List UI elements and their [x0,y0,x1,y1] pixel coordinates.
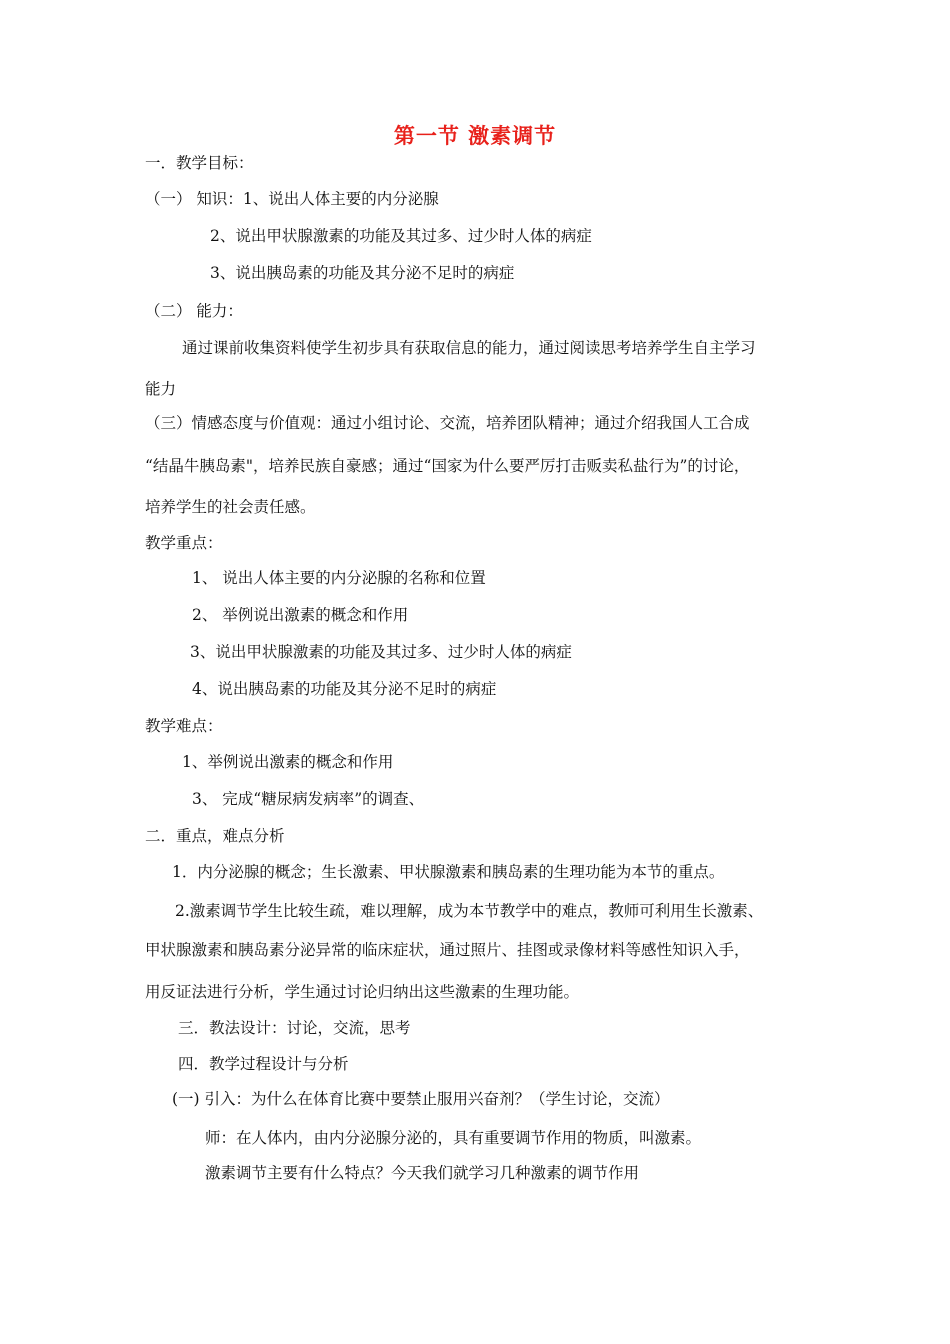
text-line: 激素调节主要有什么特点？今天我们就学习几种激素的调节作用 [205,1164,640,1182]
section-heading: 教学难点： [145,717,223,735]
list-item: 4、说出胰岛素的功能及其分泌不足时的病症 [192,680,497,698]
section-heading: 三．教法设计：讨论，交流，思考 [178,1019,411,1037]
text-line: （三）情感态度与价值观：通过小组讨论、交流，培养团队精神；通过介绍我国人工合成 [145,414,750,432]
text-line: 甲状腺激素和胰岛素分泌异常的临床症状，通过照片、挂图或录像材料等感性知识入手， [145,941,750,959]
text-line: 2.激素调节学生比较生疏，难以理解，成为本节教学中的难点，教师可利用生长激素、 [175,902,764,920]
list-item: 1、举例说出激素的概念和作用 [182,753,394,771]
page-title: 第一节 激素调节 [393,123,557,148]
text-line: （一） 知识：1、说出人体主要的内分泌腺 [145,190,439,208]
list-item: 2、 举例说出激素的概念和作用 [192,606,409,624]
list-item: 3、说出甲状腺激素的功能及其过多、过少时人体的病症 [190,643,572,661]
section-heading: 一．教学目标： [145,154,254,172]
section-heading: 二．重点，难点分析 [145,827,285,845]
text-line: “结晶牛胰岛素"，培养民族自豪感；通过“国家为什么要严厉打击贩卖私盐行为”的讨论， [145,457,750,475]
text-line: 3、说出胰岛素的功能及其分泌不足时的病症 [210,264,515,282]
text-line: 用反证法进行分析，学生通过讨论归纳出这些激素的生理功能。 [145,983,580,1001]
text-line: 培养学生的社会责任感。 [145,498,316,516]
list-item: 3、 完成“糖尿病发病率”的调查、 [192,790,425,808]
text-line: （二） 能力： [145,302,243,320]
text-line: 通过课前收集资料使学生初步具有获取信息的能力，通过阅读思考培养学生自主学习 [182,339,756,357]
text-line: (一) 引入：为什么在体育比赛中要禁止服用兴奋剂？（学生讨论，交流） [172,1090,670,1108]
section-heading: 教学重点： [145,534,223,552]
text-line: 1．内分泌腺的概念；生长激素、甲状腺激素和胰岛素的生理功能为本节的重点。 [172,863,725,881]
text-line: 2、说出甲状腺激素的功能及其过多、过少时人体的病症 [210,227,592,245]
text-line: 师：在人体内，由内分泌腺分泌的，具有重要调节作用的物质，叫激素。 [205,1129,702,1147]
list-item: 1、 说出人体主要的内分泌腺的名称和位置 [192,569,486,587]
text-line: 能力 [145,380,177,398]
section-heading: 四．教学过程设计与分析 [178,1055,349,1073]
